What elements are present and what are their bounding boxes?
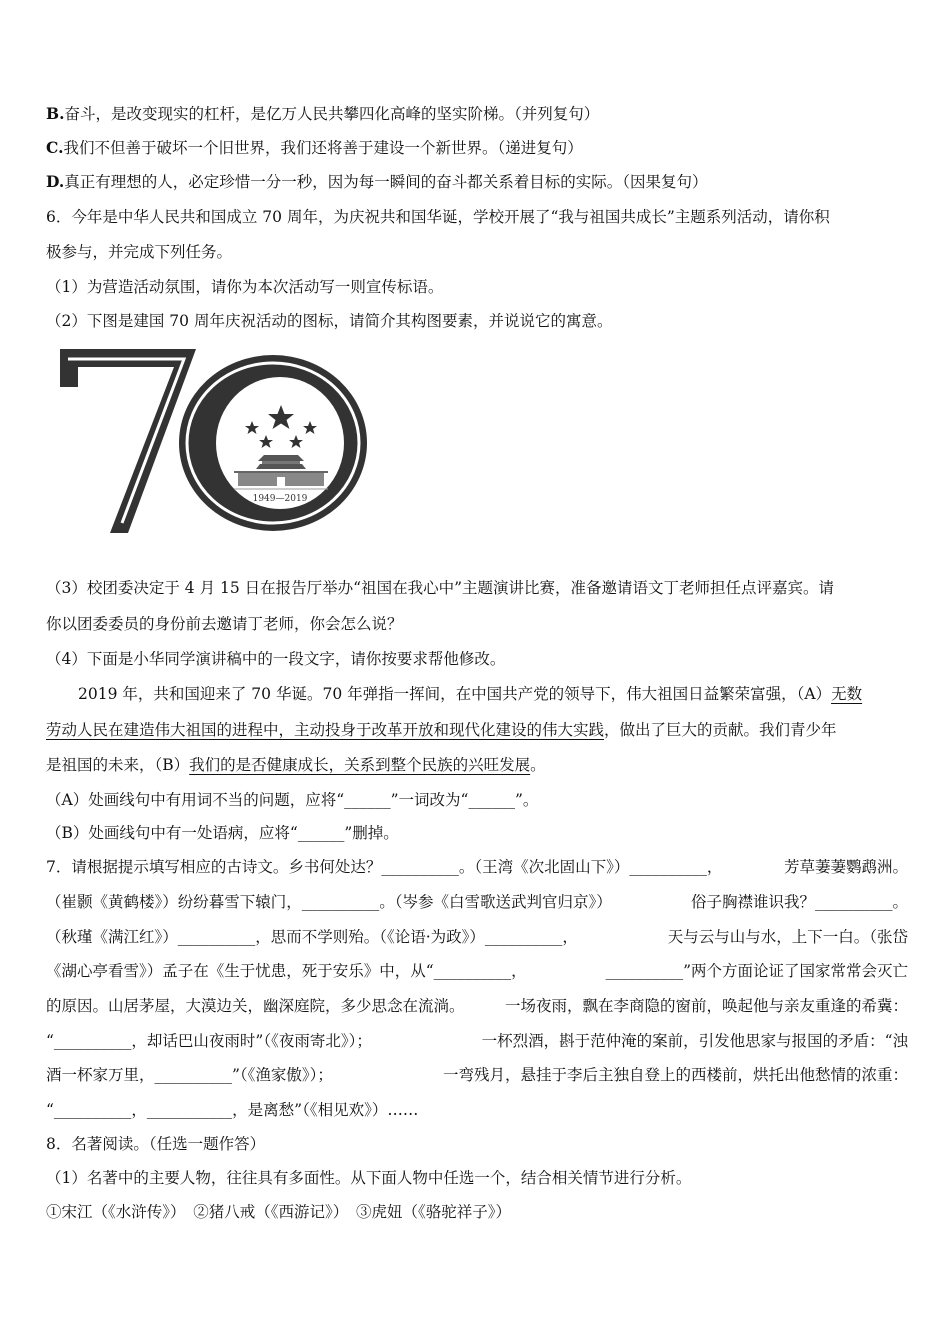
option-c: C.我们不但善于破坏一个旧世界，我们还将善于建设一个新世界。（递进复句） [46, 138, 583, 157]
q6-sub4: （4）下面是小华同学演讲稿中的一段文字，请你按要求帮他修改。 [46, 650, 506, 668]
q6-sub3-line1: （3）校团委决定于 4 月 15 日在报告厅举办“祖国在我心中”主题演讲比赛，准备邀请语文丁老师担任点评嘉宾。请 [46, 579, 835, 597]
passage-line3: 是祖国的未来，（B）我们的是否健康成长，关系到整个民族的兴旺发展。 [46, 756, 546, 774]
q7-line6: “__________，却话巴山夜雨时”（《夜雨寄北》）； 一杯烈酒，斟于范仲淹的案前，引发他思家与报国的矛盾：“浊 [46, 1032, 908, 1050]
q7-line4: 《湖心亭看雪》）孟子在《生于忧患，死于安乐》中，从“__________， __________”两个方面论证了国家常常会灭亡 [46, 962, 908, 980]
q7-line2: （崔颢《黄鹤楼》）纷纷暮雪下辕门，__________。（岑参《白雪歌送武判官归京》） 俗子胸襟谁识我？__________。 [46, 893, 908, 911]
q6-stem-line1: 6．今年是中华人民共和国成立 70 周年，为庆祝共和国华诞，学校开展了“我与祖国共成长”主题系列活动，请你积 [46, 208, 830, 226]
option-b: B.奋斗，是改变现实的杠杆，是亿万人民共攀四化高峰的坚实阶梯。（并列复句） [46, 104, 600, 123]
anniversary-70-logo [58, 343, 373, 543]
q6-sub1: （1）为营造活动氛围，请你为本次活动写一则宣传标语。 [46, 278, 444, 296]
fix-b: （B）处画线句中有一处语病，应将“______”删掉。 [46, 824, 399, 842]
logo-years: 1949—2019 [252, 494, 308, 504]
passage-line1: 2019 年，共和国迎来了 70 华诞。70 年弹指一挥间，在中国共产党的领导下，伟大祖国日益繁荣富强，（A）无数 [78, 685, 863, 703]
q6-stem-line2: 极参与，并完成下列任务。 [46, 243, 233, 261]
q8-choices: ①宋江（《水浒传》） ②猪八戒（《西游记》） ③虎妞（《骆驼祥子》） [46, 1203, 512, 1221]
q6-sub2: （2）下图是建国 70 周年庆祝活动的图标，请简介其构图要素，并说说它的寓意。 [46, 312, 613, 330]
option-d: D.真正有理想的人，必定珍惜一分一秒，因为每一瞬间的奋斗都关系着目标的实际。（因果复句） [46, 172, 708, 191]
q6-sub3-line2: 你以团委委员的身份前去邀请丁老师，你会怎么说？ [46, 615, 403, 633]
passage-line2: 劳动人民在建造伟大祖国的进程中，主动投身于改革开放和现代化建设的伟大实践，做出了巨大的贡献。我们青少年 [46, 721, 837, 739]
q8-title: 8．名著阅读。（任选一题作答） [46, 1135, 266, 1153]
q7-line5: 的原因。山居茅屋，大漠边关，幽深庭院，多少思念在流淌。 一场夜雨，飘在李商隐的窗前，唤起他与亲友重逢的希冀： [46, 997, 908, 1015]
q7-line1: 7．请根据提示填写相应的古诗文。乡书何处达？__________。（王湾《次北固山下》）__________， 芳草萋萋鹦鹉洲。 [46, 858, 908, 876]
q8-sub1: （1）名著中的主要人物，往往具有多面性。从下面人物中任选一个，结合相关情节进行分析。 [46, 1169, 692, 1187]
q7-line8: “__________，___________，是离愁”（《相见欢》）…… [46, 1101, 419, 1119]
fix-a: （A）处画线句中有用词不当的问题，应将“______”一词改为“______”。 [46, 791, 539, 809]
q7-line3: （秋瑾《满江红》）__________，思而不学则殆。（《论语·为政》）__________， 天与云与山与水，上下一白。（张岱 [46, 928, 908, 946]
q7-line7: 酒一杯家万里，__________”（《渔家傲》）； 一弯残月，悬挂于李后主独自登上的西楼前，烘托出他愁情的浓重： [46, 1066, 908, 1084]
